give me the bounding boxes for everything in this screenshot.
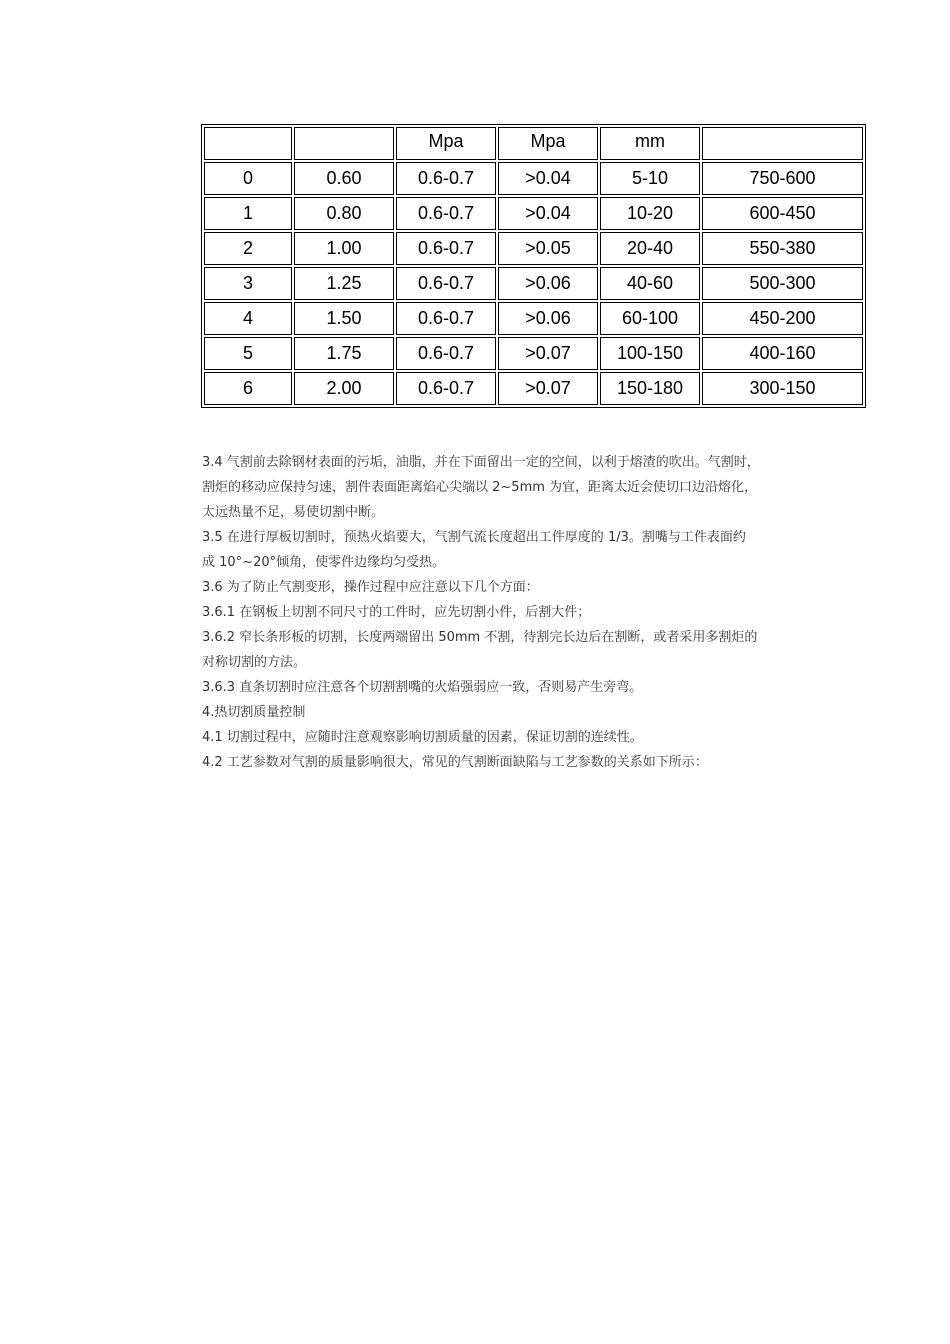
text-line: 4.2 工艺参数对气割的质量影响很大，常见的气割断面缺陷与工艺参数的关系如下所示： [202,755,708,770]
table-cell: 2.00 [294,372,394,405]
table-cell: 1.00 [294,232,394,265]
text-line: 3.4 气割前去除钢材表面的污垢，油脂，并在下面留出一定的空间，以利于熔渣的吹出。气割时， [202,455,760,470]
table-row [204,337,863,370]
table-cell: 1 [204,197,292,230]
table-cell: >0.04 [498,162,598,195]
table-row [204,232,863,265]
table-cell: >0.05 [498,232,598,265]
text-line: 3.6.3 直条切割时应注意各个切割割嘴的火焰强弱应一致，否则易产生旁弯。 [202,680,643,695]
table-cell: 0.6-0.7 [396,197,496,230]
text-line: 3.6.2 窄长条形板的切割，长度两端留出 50mm 不割，待割完长边后在割断，或者采用多割炬的 [202,630,758,645]
table-cell: 750-600 [702,162,863,195]
table-row [204,302,863,335]
table-cell: 20-40 [600,232,700,265]
table-header-cell [294,127,394,160]
table-cell: 3 [204,267,292,300]
table-cell: 450-200 [702,302,863,335]
table-cell: 400-160 [702,337,863,370]
table-cell: 1.25 [294,267,394,300]
table-row [204,267,863,300]
table-cell: 1.50 [294,302,394,335]
table-header-cell [204,127,292,160]
text-line: 对称切割的方法。 [202,655,307,670]
body-text [202,450,842,775]
table-cell: 0.60 [294,162,394,195]
text-line: 4.热切割质量控制 [202,705,306,720]
table-cell: >0.04 [498,197,598,230]
table-cell: 0.6-0.7 [396,337,496,370]
table-cell: 0.6-0.7 [396,372,496,405]
text-line: 3.6 为了防止气割变形，操作过程中应注意以下几个方面： [202,580,539,595]
table-cell: 0.6-0.7 [396,232,496,265]
table-row [204,372,863,405]
table-cell: 500-300 [702,267,863,300]
text-line: 3.5 在进行厚板切割时，预热火焰要大，气割气流长度超出工件厚度的 1/3。割嘴与工件表面约 [202,530,746,545]
table-cell: >0.06 [498,267,598,300]
text-line: 割炬的移动应保持匀速，割件表面距离焰心尖端以 2~5mm 为宜，距离太近会使切口边沿熔化， [202,480,758,495]
table-cell: >0.06 [498,302,598,335]
table-cell: 100-150 [600,337,700,370]
table-header-row [204,127,863,160]
table-cell: 0 [204,162,292,195]
table-cell: 5-10 [600,162,700,195]
text-line: 成 10°~20°倾角，使零件边缘均匀受热。 [202,555,446,570]
table-header-cell: Mpa [396,127,496,160]
table-header-cell: Mpa [498,127,598,160]
table-cell: 60-100 [600,302,700,335]
table-cell: 6 [204,372,292,405]
text-line: 太远热量不足，易使切割中断。 [202,505,385,520]
table-cell: 4 [204,302,292,335]
table-row [204,197,863,230]
table-cell: 0.6-0.7 [396,162,496,195]
table-cell: 550-380 [702,232,863,265]
cutting-parameters-table [201,124,866,408]
table-cell: 150-180 [600,372,700,405]
table-cell: >0.07 [498,372,598,405]
table-header-cell: mm [600,127,700,160]
table-row [204,162,863,195]
text-line: 3.6.1 在钢板上切割不同尺寸的工件时，应先切割小件，后割大件； [202,605,591,620]
table-cell: 0.6-0.7 [396,267,496,300]
table-cell: 5 [204,337,292,370]
table-cell: 1.75 [294,337,394,370]
table-header-cell [702,127,863,160]
table-cell: 40-60 [600,267,700,300]
table-cell: 600-450 [702,197,863,230]
table-cell: 2 [204,232,292,265]
table-cell: 10-20 [600,197,700,230]
table-cell: 0.6-0.7 [396,302,496,335]
text-line: 4.1 切割过程中，应随时注意观察影响切割质量的因素，保证切割的连续性。 [202,730,643,745]
table-cell: 300-150 [702,372,863,405]
table-cell: 0.80 [294,197,394,230]
table-cell: >0.07 [498,337,598,370]
